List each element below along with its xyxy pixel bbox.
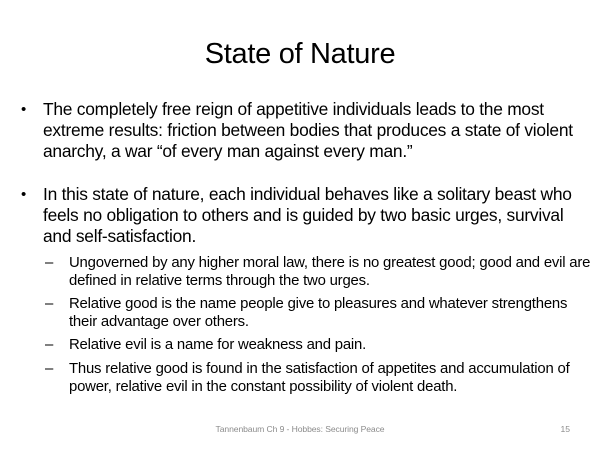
dash-marker: – [45, 361, 54, 377]
slide-title: State of Nature [204, 38, 396, 70]
dash-marker: – [45, 337, 54, 353]
bullet-text: In this state of nature, each individual behaves like a solitary beast who feels no obligation to others and is guided by two basic urges, survival and self-satisfaction. [43, 184, 572, 247]
sub-bullet-item [45, 361, 594, 396]
bullet-item [21, 99, 588, 163]
dash-marker: – [45, 296, 54, 312]
slide-number: 15 [560, 424, 570, 434]
dash-marker: – [45, 255, 54, 271]
bullet-marker: • [21, 186, 27, 203]
sub-bullet-text: Ungoverned by any higher moral law, there is no greatest good; good and evil are defined in relative terms through the two urges. [69, 255, 591, 289]
sub-bullet-item [45, 255, 594, 290]
slide-footer: Tannenbaum Ch 9 - Hobbes: Securing Peace [215, 424, 385, 434]
sub-bullet-item [45, 296, 594, 331]
sub-bullet-text: Thus relative good is found in the satisfaction of appetites and accumulation of power, relative evil in the constant possibility of violent death. [69, 361, 570, 395]
sub-bullet-item [45, 337, 594, 355]
bullet-item [21, 184, 588, 248]
sub-bullet-text: Relative good is the name people give to pleasures and whatever strengthens their advantage over others. [69, 296, 568, 330]
bullet-text: The completely free reign of appetitive individuals leads to the most extreme results: friction between bodies that produces a state of violent anarchy, a war “of every man against every man.” [43, 99, 573, 162]
sub-bullet-text: Relative evil is a name for weakness and pain. [69, 337, 367, 353]
bullet-marker: • [21, 101, 27, 118]
